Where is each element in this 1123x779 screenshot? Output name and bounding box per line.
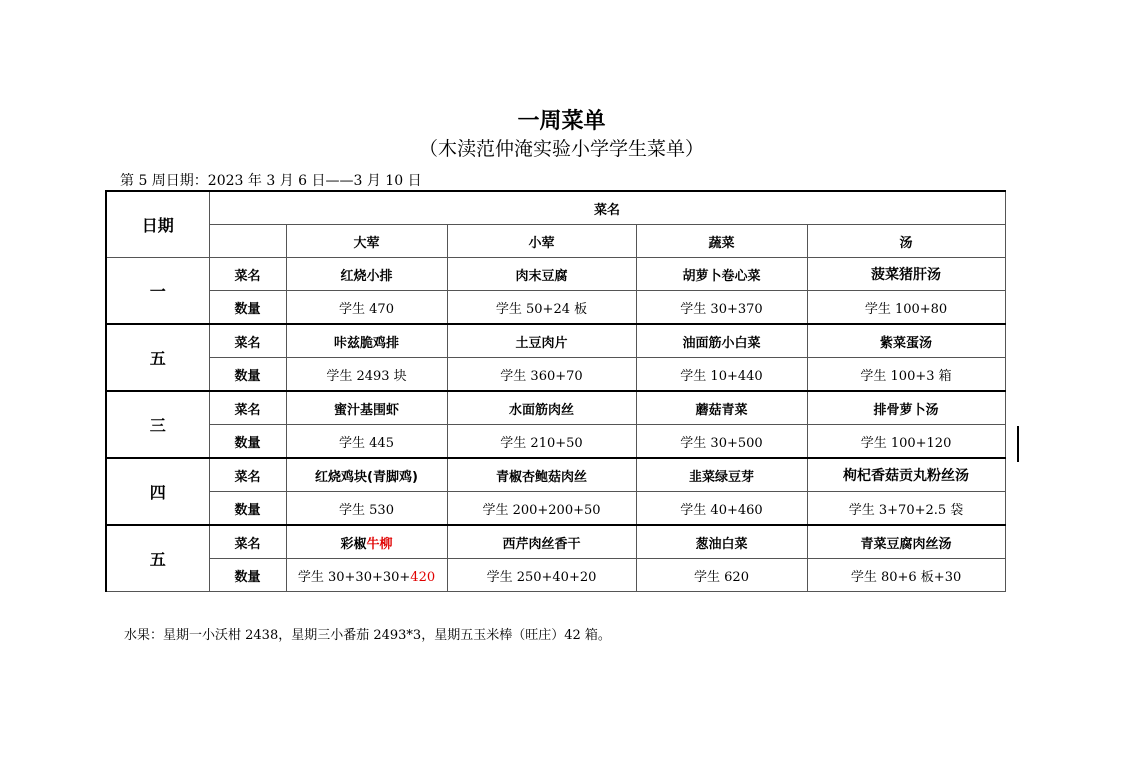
row-label-qty: 数量 [209,291,286,325]
table-row [106,525,1005,559]
category-soup: 汤 [807,225,1005,258]
qty-text: 学生 30+30+30+ [297,569,411,585]
qty-cell: 学生 470 [286,291,447,325]
table-row [106,391,1005,425]
table-row [106,258,1005,291]
row-label-qty: 数量 [209,492,286,526]
qty-cell: 学生 250+40+20 [447,559,636,592]
qty-cell: 学生 530 [286,492,447,526]
text-cursor [1017,426,1019,462]
dish-cell: 蜜汁基围虾 [286,391,447,425]
dish-highlight-text: 牛柳 [366,536,393,552]
page-subtitle: （木渎范仲淹实验小学学生菜单） [418,138,704,160]
category-blank [209,225,286,258]
table-header-row [106,191,1005,225]
row-label-dish: 菜名 [209,391,286,425]
dish-cell: 肉末豆腐 [447,258,636,291]
category-main-meat: 大荤 [286,225,447,258]
qty-cell: 学生 445 [286,425,447,459]
qty-cell: 学生 2493 块 [286,358,447,392]
qty-cell: 学生 100+3 箱 [807,358,1005,392]
table-row [106,324,1005,358]
qty-cell: 学生 80+6 板+30 [807,559,1005,592]
table-row [106,291,1005,325]
qty-cell: 学生 360+70 [447,358,636,392]
table-row [106,358,1005,392]
dish-cell: 油面筋小白菜 [636,324,807,358]
dish-cell: 土豆肉片 [447,324,636,358]
page-title: 一周菜单 [517,109,606,134]
category-vegetable: 蔬菜 [636,225,807,258]
row-label-qty: 数量 [209,559,286,592]
dish-cell: 韭菜绿豆芽 [636,458,807,492]
dish-cell: 胡萝卜卷心菜 [636,258,807,291]
dish-cell: 蘑菇青菜 [636,391,807,425]
dish-cell: 枸杞香菇贡丸粉丝汤 [807,458,1005,492]
row-label-qty: 数量 [209,358,286,392]
table-row [106,492,1005,526]
dish-cell: 青菜豆腐肉丝汤 [807,525,1005,559]
dish-cell: 红烧小排 [286,258,447,291]
qty-cell: 学生 10+440 [636,358,807,392]
header-dishes: 菜名 [209,191,1005,225]
qty-cell: 学生 100+120 [807,425,1005,459]
table-row [106,425,1005,459]
qty-cell: 学生 210+50 [447,425,636,459]
dish-cell: 葱油白菜 [636,525,807,559]
dish-cell: 排骨萝卜汤 [807,391,1005,425]
dish-cell: 红烧鸡块(青脚鸡) [286,458,447,492]
table-row [106,559,1005,592]
dish-cell [286,525,447,559]
dish-cell: 青椒杏鲍菇肉丝 [447,458,636,492]
day-cell: 四 [106,458,209,525]
header-date: 日期 [106,191,209,258]
dish-text: 彩椒 [340,536,367,552]
qty-cell: 学生 30+500 [636,425,807,459]
table-row [106,458,1005,492]
category-side-meat: 小荤 [447,225,636,258]
qty-highlight-text: 420 [410,569,436,585]
qty-cell: 学生 40+460 [636,492,807,526]
row-label-dish: 菜名 [209,525,286,559]
row-label-dish: 菜名 [209,324,286,358]
day-cell: 一 [106,258,209,325]
weekly-menu-table [105,190,1006,592]
day-cell: 三 [106,391,209,458]
qty-cell: 学生 100+80 [807,291,1005,325]
dish-cell: 紫菜蛋汤 [807,324,1005,358]
fruit-note: 水果：星期一小沃柑 2438，星期三小番茄 2493*3，星期五玉米棒（旺庄）42 箱。 [124,628,611,643]
day-cell: 五 [106,525,209,592]
dish-cell: 西芹肉丝香干 [447,525,636,559]
table-category-row [106,225,1005,258]
row-label-dish: 菜名 [209,458,286,492]
qty-cell: 学生 50+24 板 [447,291,636,325]
qty-cell: 学生 30+370 [636,291,807,325]
row-label-dish: 菜名 [209,258,286,291]
day-cell: 五 [106,324,209,391]
qty-cell: 学生 200+200+50 [447,492,636,526]
qty-cell: 学生 3+70+2.5 袋 [807,492,1005,526]
date-line: 第 5 周日期：2023 年 3 月 6 日——3 月 10 日 [120,173,422,189]
dish-cell: 咔兹脆鸡排 [286,324,447,358]
row-label-qty: 数量 [209,425,286,459]
dish-cell: 水面筋肉丝 [447,391,636,425]
qty-cell [286,559,447,592]
qty-cell: 学生 620 [636,559,807,592]
dish-cell: 菠菜猪肝汤 [807,258,1005,291]
